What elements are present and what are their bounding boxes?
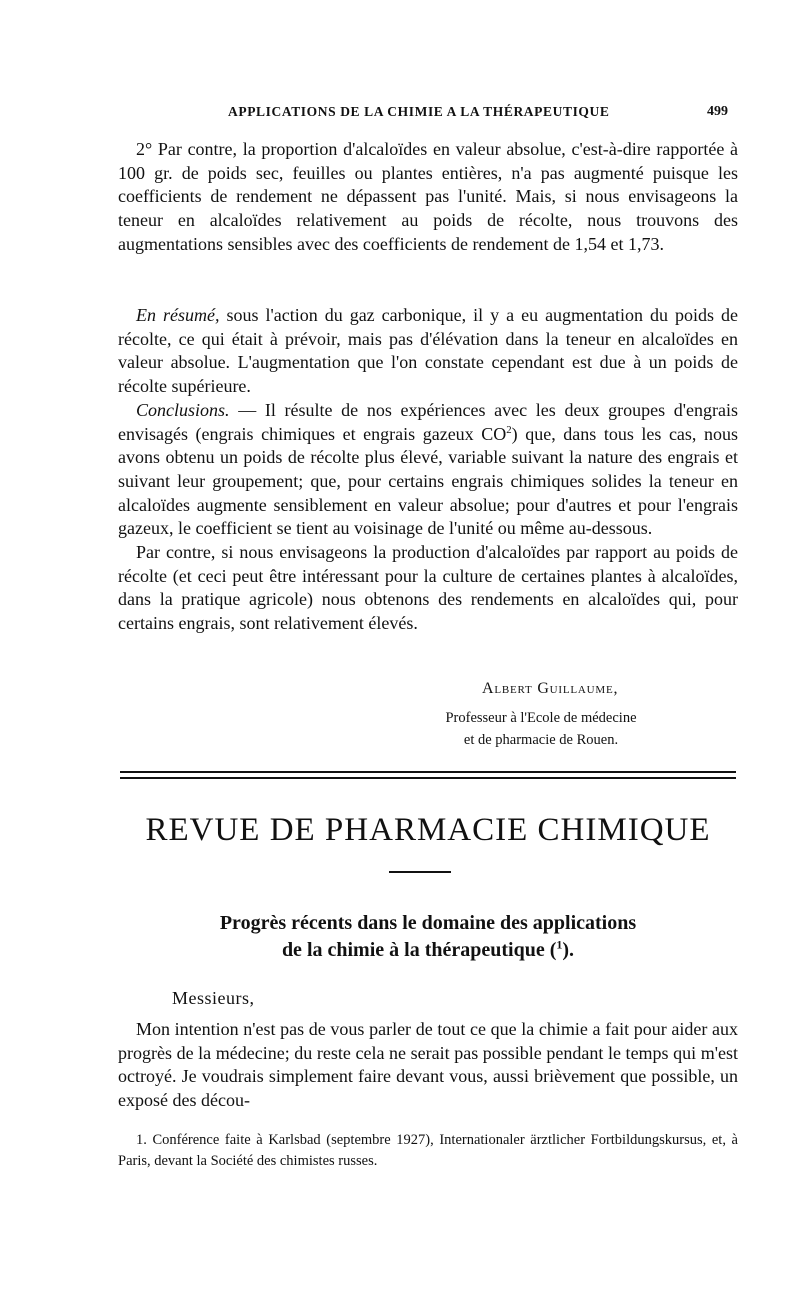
salutation: Messieurs,: [172, 988, 255, 1008]
article-title-line-2: de la chimie à la thérapeutique ($^1$).: [281, 937, 575, 961]
footnote-body: Conférence faite à Karlsbad (septembre 1927), Internationaler ärztlicher Fortbildungskursus, et, à Paris, devant la Société des chimistes russes.: [118, 1132, 738, 1169]
summary-text-block: [118, 304, 738, 636]
affiliation-line-1: Professeur à l'Ecole de médecine: [445, 710, 637, 726]
paragraph-intro: Mon intention n'est pas de vous parler de tout ce que la chimie a fait pour aider aux progrès de la médecine; du reste cela ne serait pas possible pendant le temps qui m'est octroyé. Je voudrais simplement faire devant vous, aussi brièvement que possible, un exposé des décou-: [118, 1019, 738, 1111]
conclusions-body-b: ) que, dans tous les cas, nous avons obtenu un poids de récolte plus élevé, variable suivant la nature des engrais et suivant leur groupement; que, pour certains engrais chimiques solides la teneur en alcaloïdes augmente sensiblement en valeur absolue; pour d'autres et pour l'engrais gazeux, le coefficient se tient au voisinage de l'unité ou même au-dessous.: [118, 423, 738, 539]
page-number: 499: [707, 104, 728, 119]
running-title: APPLICATIONS DE LA CHIMIE A LA THÉRAPEUTIQUE: [228, 104, 610, 119]
paragraph-conclusions: [118, 399, 738, 541]
article-title-line-2-text: de la chimie à la thérapeutique: [281, 939, 545, 961]
co2-subscript: 2: [506, 423, 512, 436]
article-intro-block: [118, 1018, 738, 1113]
section-title: REVUE DE PHARMACIE CHIMIQUE: [145, 812, 711, 848]
continued-text-block: [118, 138, 738, 257]
paragraph-production: Par contre, si nous envisageons la production d'alcaloïdes par rapport au poids de récolte (et ceci peut être intéressant pour la culture de certaines plantes à alcaloïdes, dans la pratique agricole) nous obtenons des rendements en alcaloïdes qui, pour certains engrais, sont relativement élevés.: [118, 542, 738, 634]
conclusions-body-a: — Il résulte de nos expériences avec les deux groupes d'engrais envisagés (engrais chimiques et engrais gazeux CO: [118, 399, 738, 444]
section-divider: [120, 771, 736, 779]
footnote-marker: 1: [556, 937, 563, 952]
footnote-text: [118, 1130, 738, 1172]
conclusions-lead: Conclusions.: [136, 399, 230, 420]
resume-lead: En résumé,: [136, 305, 220, 325]
article-title-line-1: Progrès récents dans le domaine des applications: [219, 912, 637, 934]
author-affiliation: [405, 707, 677, 751]
paragraph-resume: [118, 304, 738, 399]
resume-body: sous l'action du gaz carbonique, il y a eu augmentation du poids de récolte, ce qui était à prévoir, mais pas d'élévation dans la teneur en alcaloïdes en valeur absolue. L'augmentation que l'on constate cependant est due à un poids de récolte supérieure.: [118, 305, 739, 397]
author-name: Albert Guillaume,: [482, 680, 619, 697]
article-title: [118, 910, 738, 964]
footnote-number: 1.: [136, 1132, 147, 1148]
paragraph-proportion: 2° Par contre, la proportion d'alcaloïdes en valeur absolue, c'est-à-dire rapportée à 100 gr. de poids sec, feuilles ou plantes entières, n'a pas augmenté puisque les coefficients de rendement ne dépassent pas l'unité. Mais, si nous envisageons la teneur en alcaloïdes relativement au poids de récolte, nous trouvons des augmentations sensibles avec des coefficients de rendement de 1,54 et 1,73.: [118, 139, 738, 254]
footnote: [118, 1130, 738, 1172]
title-rule: [389, 871, 451, 873]
running-head: [118, 104, 738, 126]
affiliation-line-2: et de pharmacie de Rouen.: [463, 732, 619, 748]
